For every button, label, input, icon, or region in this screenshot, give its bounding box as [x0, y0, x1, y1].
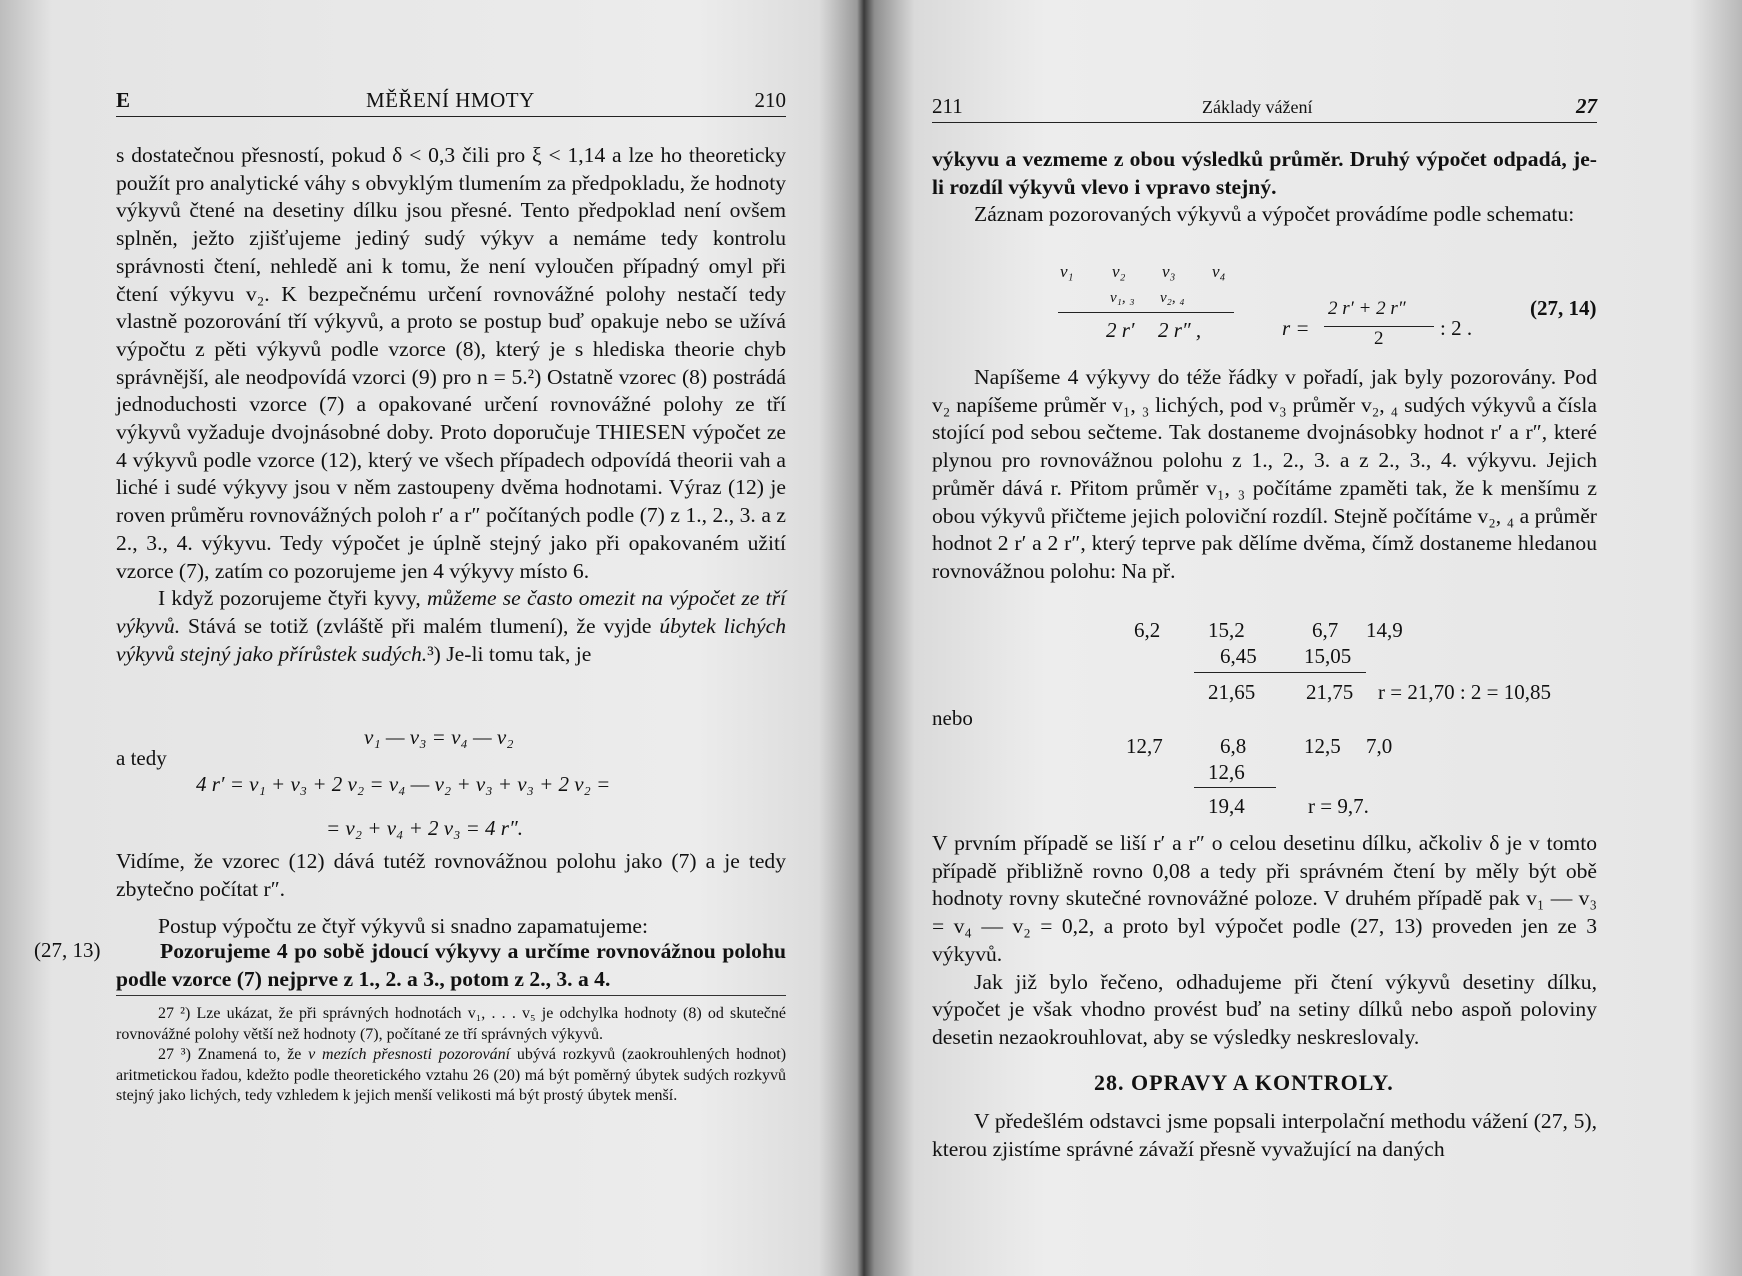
scheme-cell: v₁	[1060, 262, 1074, 281]
example-cell: 6,45	[1220, 644, 1257, 668]
footnote-rule	[116, 995, 786, 996]
or-label: nebo	[932, 706, 973, 730]
example-cell: 6,8	[1220, 734, 1247, 758]
running-title: MĚŘENÍ HMOTY	[366, 88, 535, 112]
example-result: r = 21,70 : 2 = 10,85	[1378, 680, 1552, 704]
running-title: Základy vážení	[1202, 97, 1313, 117]
example-cell: 6,2	[1134, 618, 1161, 642]
example-cell: 12,6	[1208, 760, 1245, 784]
paragraph: Napíšeme 4 výkyvy do téže řádky v pořadí, jak byly pozorovány. Pod v₂ napíšeme průměr v₁, ₃ lichých, pod v₃ průměr v₂, ₄ sudých výkyvů a čísla stojící pod sebou sečteme. Tak dostaneme dvojnásobky hodnot r′ a r″, které plynou pro rovnovážnou polohu z 1., 2., 3. a z 2., 3., 4. výkyvu. Jejich průměr dává r. Přitom průměr v₁, ₃ počítáme zpaměti tak, že k menšímu z obou výkyvů přičteme jejich poloviční rozdíl. Stejně počítáme v₂, ₄ a průměr hodnot 2 r′ a 2 r″, který teprve pak dělíme dvěma, čímž dostaneme hledanou rovnovážnou polohu: Na př.	[932, 365, 1597, 583]
example-cell: 14,9	[1366, 618, 1403, 642]
example-result: r = 9,7.	[1308, 794, 1369, 818]
scheme-tail: : 2 .	[1440, 316, 1473, 340]
paragraph: výkyvu a vezmeme z obou výsledků průměr. Druhý výpočet odpadá, je-li rozdíl výkyvů vlevo i vpravo stejný.	[932, 147, 1597, 199]
scheme-cell: 2 r′	[1106, 318, 1135, 342]
example-cell: 15,05	[1304, 644, 1352, 668]
example-cell: 7,0	[1366, 734, 1393, 758]
paragraph: I když pozorujeme čtyři kyvy, můžeme se často omezit na výpočet ze tří výkyvů. Stává se totiž (zvláště při malém tlumení), že vyjde úbytek lichých výkyvů stejný jako přírůstek sudých.³) Je-li tomu tak, je	[116, 586, 786, 666]
left-text-block-2	[116, 848, 786, 941]
paragraph: V prvním případě se liší r′ a r″ o celou desetinu dílku, ačkoliv δ je v tomto případě přibližně rovno 0,08 a tedy při správném čtení by měly být obě hodnoty rovny skutečné rovnovážné poloze. V druhém případě pak v₁ — v₃ = v₄ — v₂ = 0,2, a proto byl výpočet podle (27, 13) proveden jen ze 3 výkyvů.	[932, 831, 1597, 966]
scheme-cell: v₂, ₄	[1160, 290, 1185, 306]
scheme-denominator: 2	[1374, 328, 1384, 349]
bold-rule: Pozorujeme 4 po sobě jdoucí výkyvy a určíme rovnovážnou polohu podle vzorce (7) nejprve z 1., 2. a 3., potom z 2., 3. a 4.	[116, 939, 786, 991]
margin-equation-number: (27, 13)	[34, 938, 101, 962]
page-number: 210	[754, 88, 786, 112]
scheme-cell: 2 r″ ,	[1158, 318, 1202, 342]
paragraph: V předešlém odstavci jsme popsali interpolační methodu vážení (27, 5), kterou zjistíme správné závaží přesně vyvažující na daných	[932, 1109, 1597, 1161]
example-rule	[1194, 672, 1366, 673]
left-text-block	[116, 142, 786, 668]
example-cell: 21,65	[1208, 680, 1256, 704]
paragraph: Postup výpočtu ze čtyř výkyvů si snadno zapamatujeme:	[158, 914, 648, 939]
fraction-bar	[1324, 326, 1434, 327]
footnote: 27 ²) Lze ukázat, že při správných hodnotách v₁, . . . v₅ je odchylka hodnoty (8) od skutečné rovnovážné polohy větší než hodnoty (7), počítané ze tří správných výkyvů.	[116, 1005, 786, 1043]
example-cell: 15,2	[1208, 618, 1245, 642]
example-cell: 12,5	[1304, 734, 1341, 758]
footnotes	[116, 1004, 786, 1107]
chapter-letter: E	[116, 88, 131, 112]
example-cell: 12,7	[1126, 734, 1163, 758]
paragraph: Jak již bylo řečeno, odhadujeme při čtení výkyvů desetiny dílku, výpočet je však vhodno provést buď na setiny dílků nebo aspoň poloviny desetin nezaokrouhlovat, aby se výsledky neskreslovaly.	[932, 969, 1597, 1049]
scheme-cell: v₁, ₃	[1110, 290, 1135, 306]
equation-number: (27, 14)	[1530, 296, 1597, 320]
footnote: 27 ³) Znamená to, že v mezích přesnosti pozorování ubývá rozkyvů (zaokrouhlených hodnot) aritmetickou řadou, kdežto podle theoretického vztahu 26 (20) má být poměrný úbytek sudých rozkyvů stejný jako lichých, tedy vzhledem k jejich menší velikosti má být prostý úbytek menší.	[116, 1046, 787, 1104]
scheme-cell: v₃	[1162, 262, 1176, 281]
scheme-rule	[1058, 312, 1234, 313]
scheme-cell: v₂	[1112, 262, 1126, 281]
equation-3: = v₂ + v₄ + 2 v₃ = 4 r″.	[326, 816, 523, 840]
right-text-block	[932, 146, 1597, 229]
chapter-number: 27	[1576, 94, 1597, 118]
paragraph: s dostatečnou přesností, pokud δ < 0,3 čili pro ξ < 1,14 a lze ho theoreticky použít pro analytické váhy s obvyklým tlumením za předpokladu, že hodnoty výkyvů čtené na desetiny dílku jsou přesné. Tento předpoklad není ovšem splněn, ježto zjišťujeme jediný sudý výkyv a nemáme tedy kontrolu správnosti čtení, nehledě ani k tomu, že není vyloučen případný omyl při čtení výkyvu v₂. K bezpečnému určení rovnovážné polohy nestačí tedy vlastně pozorování tří výkyvů, a proto se postup buď opakuje nebo se užívá výpočtu z pěti výkyvů podle vzorce (8), který je s hlediska theorie chyb správnější, ale neodpovídá vzorci (9) pro n = 5.²) Ostatně vzorec (8) postrádá jednoduchosti vzorce (7) a opakované určení rovnovážné polohy ze tří výkyvů vyžaduje dvojnásobné doby. Proto doporučuje THIESEN výpočet ze 4 výkyvů podle vzorce (12), který ve všech případech odpovídá theorii vah a liché i sudé výkyvy jsou v něm zastoupeny dvěma hodnotami. Výraz (12) je roven průměru rovnovážných poloh r′ a r″ počítaných podle (7) z 1., 2., 3. a z 2., 3., 4. výkyvu. Tedy výpočet je úplně stejný jako při opakovaném užití vzorce (7), zatím co pozorujeme jen 4 výkyvy místo 6.	[116, 143, 786, 583]
page-number: 211	[932, 94, 963, 118]
right-text-block-3	[932, 830, 1597, 1052]
paragraph: Záznam pozorovaných výkyvů a výpočet provádíme podle schematu:	[974, 202, 1575, 227]
example-cell: 19,4	[1208, 794, 1245, 818]
left-running-head	[116, 88, 786, 117]
right-page	[872, 0, 1742, 1276]
right-text-block-4	[932, 1108, 1597, 1163]
example-cell: 21,75	[1306, 680, 1354, 704]
scheme-numerator: 2 r′ + 2 r″	[1328, 298, 1406, 319]
and-then-label: a tedy	[116, 746, 167, 770]
right-running-head	[932, 94, 1597, 123]
scheme-r-eq: r =	[1282, 316, 1310, 340]
equation-1: v₁ — v₃ = v₄ — v₂	[364, 725, 514, 749]
example-cell: 6,7	[1312, 618, 1339, 642]
paragraph: Vidíme, že vzorec (12) dává tutéž rovnovážnou polohu jako (7) a je tedy zbytečno počítat r″.	[116, 849, 786, 901]
right-text-block-2	[932, 364, 1597, 586]
equation-2: 4 r′ = v₁ + v₃ + 2 v₂ = v₄ — v₂ + v₃ + v₃ + 2 v₂ =	[196, 772, 611, 796]
section-heading: 28. OPRAVY A KONTROLY.	[1094, 1070, 1394, 1095]
left-page	[0, 0, 862, 1276]
example-rule	[1194, 787, 1276, 788]
scheme-cell: v₄	[1212, 262, 1226, 281]
